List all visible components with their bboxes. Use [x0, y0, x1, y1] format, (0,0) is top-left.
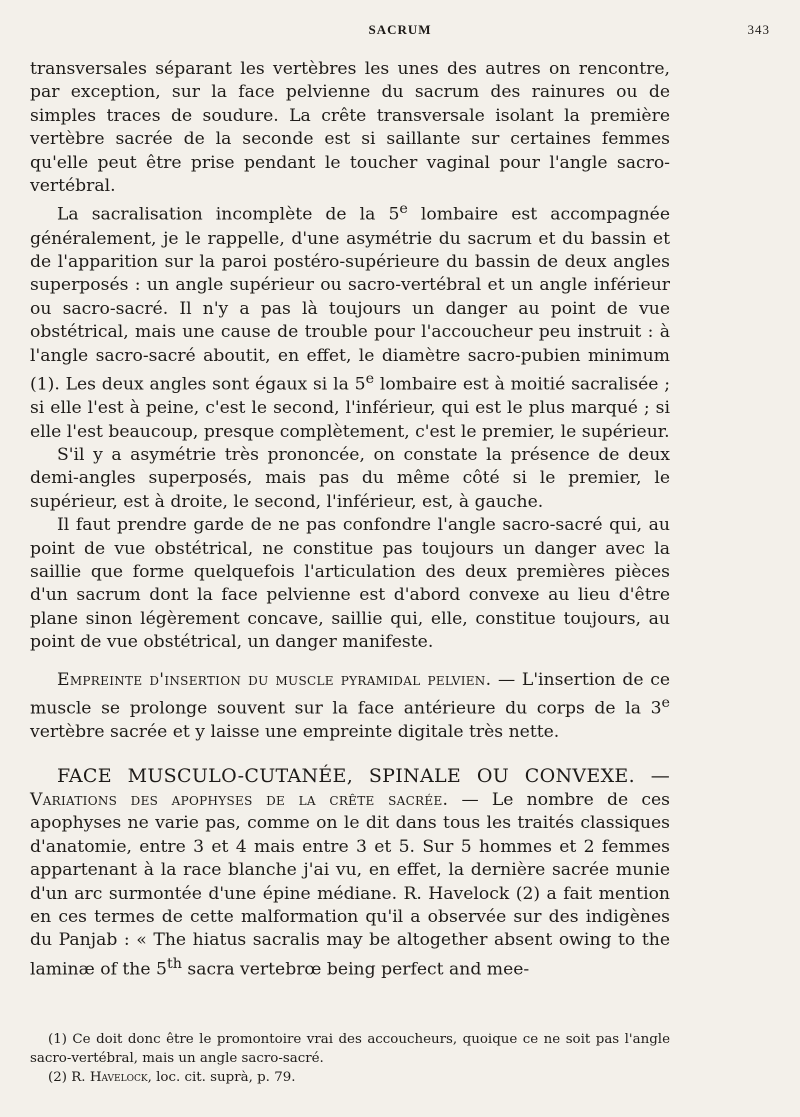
section-heading: FACE MUSCULO-CUTANÉE, SPINALE OU CONVEXE. —	[57, 764, 670, 787]
paragraph-1: transversales séparant les vertèbres les unes des autres on rencontre, par exception, sur la face pelvienne du sacrum des rainures ou de simples traces de soudure. La crête transversale isolant la première vertèbre sacrée de la seconde est si saillante sur certaines femmes qu'elle peut être prise pendant le toucher vaginal pour l'angle sacro-vertébral.	[30, 59, 670, 197]
section-subheading: Variations des apophyses de la crête sacrée.	[30, 789, 449, 810]
footnote-2	[30, 1068, 670, 1087]
running-header	[30, 22, 770, 42]
paragraph-2-part-a: La sacralisation incomplète de la 5	[57, 205, 400, 226]
running-title: SACRUM	[368, 22, 432, 37]
paragraph-2-part-c: lombaire est à moitié sacralisée ; si elle l'est à peine, c'est le second, l'inférieur, qui est le plus marqué ; si elle l'est beaucoup, presque complètement, c'est le premier, le supérieur.	[30, 374, 670, 442]
paragraph-5-part-a: — L'insertion de ce muscle se prolonge souvent sur la face antérieure du corps de la 3	[30, 669, 670, 719]
superscript: e	[365, 371, 375, 388]
paragraph-6-part-a: — Le nombre de ces apophyses ne varie pas, comme on le dit dans tous les traités classiques d'anatomie, entre 3 et 4 mais entre 3 et 5. Sur 5 hommes et 2 femmes appartenant à la race blanche j'ai vu, en effet, la dernière sacrée munie d'un arc surmontée d'une épine médiane. R. Havelock (2) a fait mention en ces termes de cette malformation qu'il a observée sur des indigènes du Panjab : « The hiatus sacralis may be altogether absent owing to the laminæ of the 5	[30, 789, 670, 980]
paragraph-5	[30, 669, 670, 745]
footnote-2-author: Havelock	[89, 1070, 148, 1085]
footnote-2-reference: , loc. cit. suprà, p. 79.	[147, 1070, 296, 1085]
paragraph-5-part-b: vertèbre sacrée et y laisse une empreinte digitale très nette.	[30, 722, 560, 743]
paragraph-2	[30, 198, 670, 444]
superscript: th	[166, 955, 182, 972]
superscript: e	[399, 201, 408, 218]
footnotes	[30, 1030, 670, 1087]
footnote-1: (1) Ce doit donc être le promontoire vrai des accoucheurs, quoique ce ne soit pas l'angle sacro-vertébral, mais un angle sacro-sacré.	[30, 1032, 670, 1066]
superscript: e	[661, 695, 670, 712]
body-text	[30, 58, 670, 982]
paragraph-3: S'il y a asymétrie très prononcée, on constate la présence de deux demi-angles superposés, mais pas du même côté si le premier, le supérieur, est à droite, le second, l'inférieur, est, à gauche.	[30, 444, 670, 512]
footnote-2-number: (2) R.	[48, 1070, 90, 1085]
paragraph-5-heading: Empreinte d'insertion du muscle pyramidal pelvien.	[57, 669, 492, 690]
paragraph-2-part-b: lombaire est accompagnée généralement, je le rappelle, d'une asymétrie du sacrum et du bassin et de l'apparition sur la paroi postéro-supérieure du bassin de deux angles superposés : un angle supérieur ou sacro-vertébral et un angle inférieur ou sacro-sacré. Il n'y a pas là toujours un danger au point de vue obstétrical, mais une cause de trouble pour l'accoucheur peu instruit : à l'angle sacro-sacré aboutit, en effet, le diamètre sacro-pubien minimum (1). Les deux angles sont égaux si la 5	[30, 205, 671, 395]
page-number: 343	[747, 22, 770, 37]
paragraph-6	[30, 765, 670, 982]
paragraph-4: Il faut prendre garde de ne pas confondre l'angle sacro-sacré qui, au point de vue obstétrical, ne constitue pas toujours un danger avec la saillie que forme quelquefois l'articulation des deux premières pièces d'un sacrum dont la face pelvienne est d'abord convexe au lieu d'être plane sinon légèrement concave, saillie qui, elle, constitue toujours, au point de vue obstétrical, un danger manifeste.	[30, 515, 670, 653]
paragraph-6-part-b: sacra vertebrœ being perfect and mee-	[181, 959, 530, 980]
